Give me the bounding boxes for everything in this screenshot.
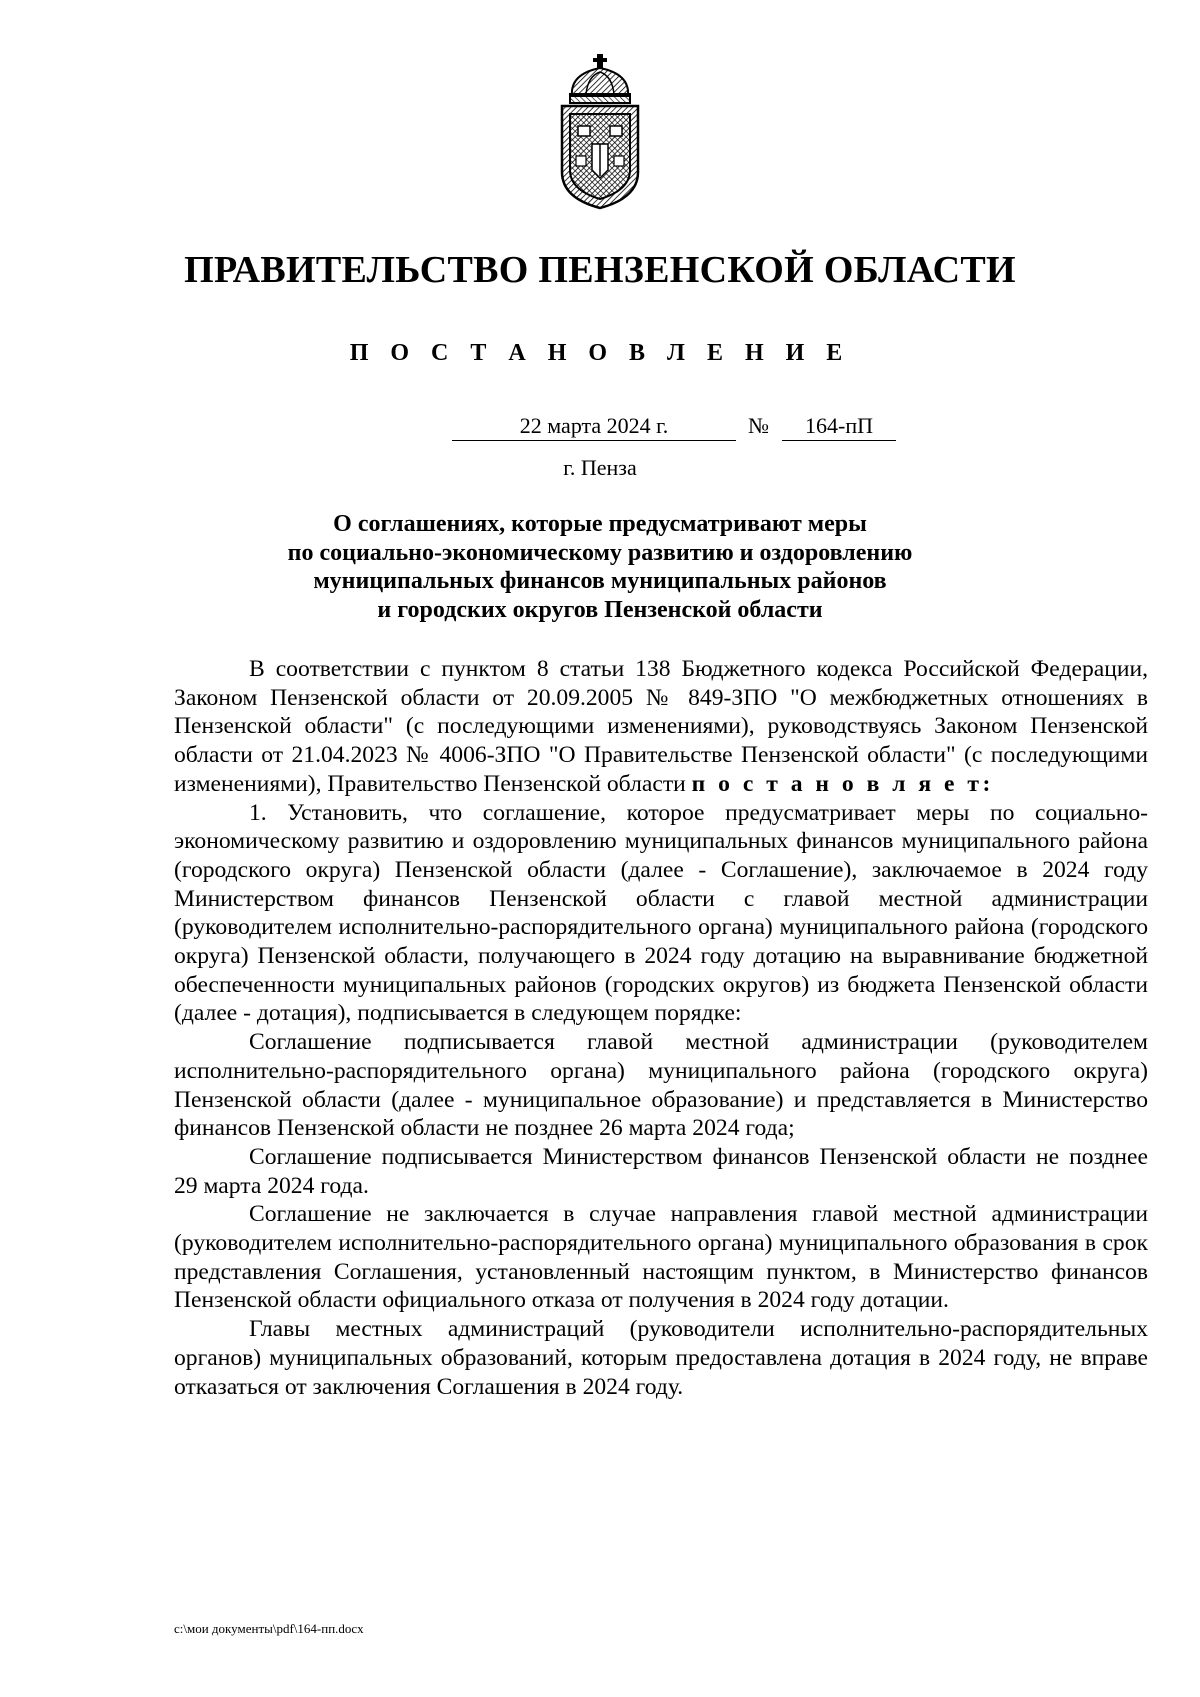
subject-line: и городских округов Пензенской области — [377, 596, 823, 623]
city: г. Пенза — [563, 455, 637, 480]
resolves-word: п о с т а н о в л я е т: — [691, 770, 994, 797]
footer-file-path: c:\мои документы\pdf\164-пп.docx — [174, 1621, 364, 1636]
subject-line: О соглашениях, которые предусматривают меры — [333, 511, 867, 537]
preamble-text: В соответствии с пунктом 8 статьи 138 Бюджетного кодекса Российской Федерации, Законом Пензенской области от 20.09.2005 № 849-ЗПО "О межбюджетных отношениях в Пензенской области" (с последующими изменениями), руководствуясь Законом Пензенской области от 21.04.2023 № 4006-ЗПО "О Правительстве Пензенской области" (с последующими изменениями), Правительство Пензенской области — [174, 656, 1148, 797]
preamble-paragraph — [174, 655, 1148, 799]
subject-line: муниципальных финансов муниципальных районов — [313, 568, 887, 594]
number-sign: № — [748, 413, 769, 438]
decree-date: 22 марта 2024 г. — [452, 412, 736, 441]
government-title: ПРАВИТЕЛЬСТВО ПЕНЗЕНСКОЙ ОБЛАСТИ — [184, 249, 1016, 291]
subject-line: по социально-экономическому развитию и оздоровлению — [287, 539, 913, 566]
decree-subject — [150, 510, 1050, 624]
document-type: П О С Т А Н О В Л Е Н И Е — [349, 340, 851, 366]
body-paragraph: Соглашение подписывается главой местной администрации (руководителем исполнительно-распорядительного органа) муниципального района (городского округа) Пензенской области (далее - муниципальное образование) и представляется в Министерство финансов Пензенской области не позднее 26 марта 2024 года; — [174, 1029, 1148, 1142]
decree-number: 164-пП — [782, 412, 896, 441]
body-paragraph: 1. Установить, что соглашение, которое предусматривает меры по социально-экономическому развитию и оздоровлению муниципальных финансов муниципального района (городского округа) Пензенской области (далее - Соглашение), заключаемое в 2024 году Министерством финансов Пензенской области с главой местной администрации (руководителем исполнительно-распорядительного органа) муниципального района (городского округа) Пензенской области, получающего в 2024 году дотацию на выравнивание бюджетной обеспеченности муниципальных районов (городских округов) из бюджета Пензенской области (далее - дотация), подписывается в следующем порядке: — [174, 799, 1148, 1027]
coat-of-arms-icon — [552, 52, 648, 212]
body-paragraph: Соглашение не заключается в случае направления главой местной администрации (руководителем исполнительно-распорядительного органа) муниципального образования в срок представления Соглашения, установленный настоящим пунктом, в Министерство финансов Пензенской области официального отказа от получения в 2024 году дотации. — [174, 1201, 1148, 1314]
body-paragraph: Соглашение подписывается Министерством финансов Пензенской области не позднее 29 марта 2024 года. — [174, 1143, 1148, 1199]
decree-body — [174, 655, 1148, 1401]
body-paragraph: Главы местных администраций (руководители исполнительно-распорядительных органов) муниципальных образований, которым предоставлена дотация в 2024 году, не вправе отказаться от заключения Соглашения в 2024 году. — [174, 1316, 1148, 1400]
